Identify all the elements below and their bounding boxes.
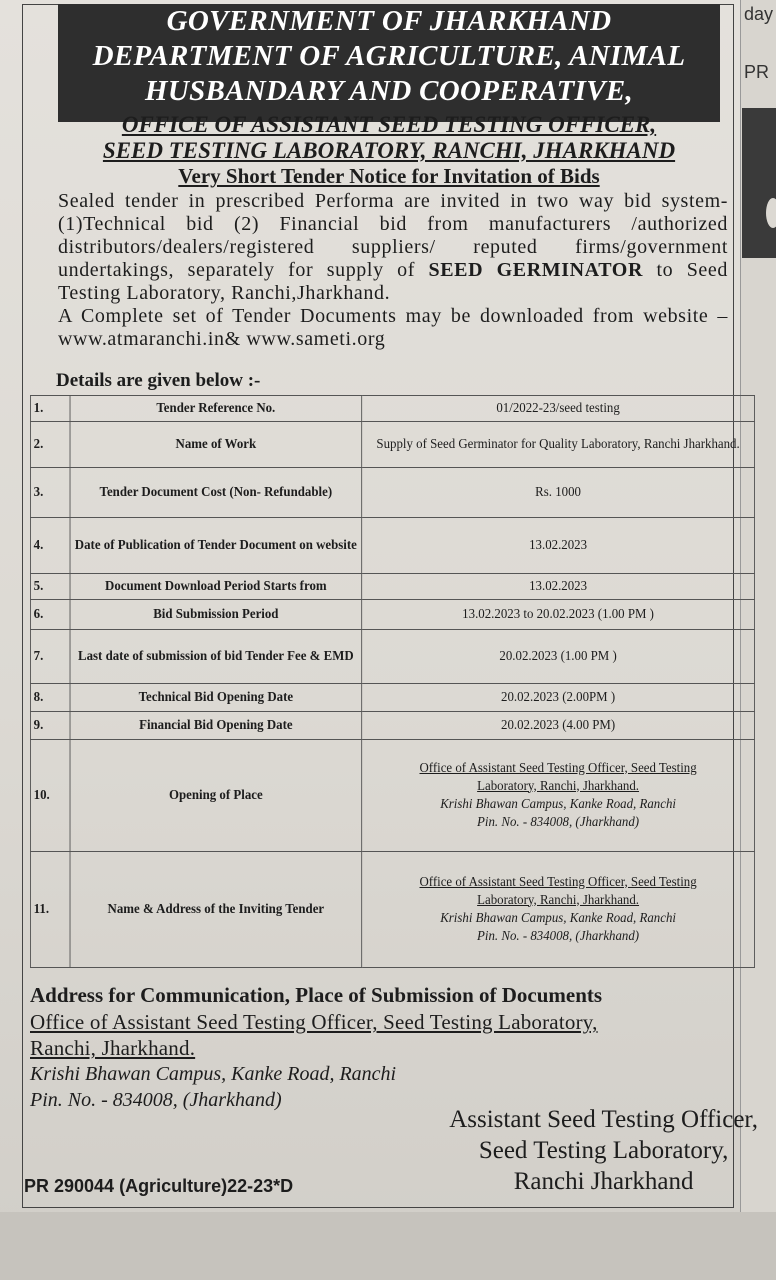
- table-row: [30, 712, 754, 740]
- office-line-1: OFFICE OF ASSISTANT SEED TESTING OFFICER,: [121, 112, 657, 137]
- table-row: [30, 574, 754, 600]
- communication-address-1: Krishi Bhawan Campus, Kanke Road, Ranchi: [30, 1063, 397, 1085]
- row-value: Supply of Seed Germinator for Quality Laboratory, Ranchi Jharkhand.: [362, 422, 755, 468]
- row-number: 7.: [30, 630, 70, 684]
- adjacent-column-image: [742, 108, 776, 258]
- row-number: 8.: [30, 684, 70, 712]
- intro-text-2: to Seed Testing Laboratory, Ranchi,Jharkhand.: [58, 259, 728, 304]
- row-value: Rs. 1000: [362, 468, 755, 518]
- row-value: 13.02.2023: [362, 574, 755, 600]
- row-number: 5.: [30, 574, 70, 600]
- table-row: [30, 630, 754, 684]
- row-label: Tender Document Cost (Non- Refundable): [70, 468, 362, 518]
- table-row: [30, 600, 754, 630]
- row-value: 20.02.2023 (2.00PM ): [362, 684, 755, 712]
- pr-code: PR 290044 (Agriculture)22-23*D: [24, 1176, 294, 1196]
- table-row: [30, 740, 754, 852]
- header-line-1: GOVERNMENT OF JHARKHAND: [166, 5, 612, 37]
- table-row: [30, 468, 754, 518]
- communication-address: [30, 982, 760, 1113]
- opening-place-office-2: Laboratory, Ranchi, Jharkhand.: [477, 778, 640, 794]
- table-row: [30, 422, 754, 468]
- row-label: Document Download Period Starts from: [70, 574, 362, 600]
- row-number: 6.: [30, 600, 70, 630]
- row-label: Bid Submission Period: [70, 600, 362, 630]
- row-number: 10.: [30, 740, 70, 852]
- page-bottom-shadow: [0, 1212, 776, 1280]
- details-label: Details are given below :-: [56, 370, 261, 391]
- inviting-address-1: Krishi Bhawan Campus, Kanke Road, Ranchi: [440, 910, 676, 926]
- row-number: 3.: [30, 468, 70, 518]
- office-line-2: SEED TESTING LABORATORY, RANCHI, JHARKHAND: [102, 138, 676, 163]
- government-header-banner: [58, 4, 720, 122]
- download-info: A Complete set of Tender Documents may be downloaded from website – www.atmaranchi.in& www.sameti.org: [58, 305, 728, 350]
- row-value: 13.02.2023 to 20.02.2023 (1.00 PM ): [362, 600, 755, 630]
- opening-place-address-1: Krishi Bhawan Campus, Kanke Road, Ranchi: [440, 796, 676, 812]
- row-value: 13.02.2023: [362, 518, 755, 574]
- adjacent-column-text-top: day: [744, 4, 774, 24]
- row-value: [362, 740, 755, 852]
- row-number: 9.: [30, 712, 70, 740]
- inviting-office-1: Office of Assistant Seed Testing Officer, Seed Testing: [419, 874, 697, 890]
- row-label: Financial Bid Opening Date: [70, 712, 362, 740]
- table-row: [30, 396, 754, 422]
- inviting-office-2: Laboratory, Ranchi, Jharkhand.: [477, 892, 640, 908]
- row-value: 01/2022-23/seed testing: [362, 396, 755, 422]
- signature-line-1: Assistant Seed Testing Officer,: [449, 1106, 758, 1133]
- adjacent-column-mark: [766, 198, 776, 228]
- signature-line-2: Seed Testing Laboratory,: [478, 1137, 729, 1164]
- row-label: Name of Work: [70, 422, 362, 468]
- row-number: 4.: [30, 518, 70, 574]
- intro-paragraph: [58, 190, 728, 351]
- table-row: [30, 518, 754, 574]
- row-label: Date of Publication of Tender Document on website: [70, 518, 362, 574]
- notice-title: Very Short Tender Notice for Invitation of Bids: [178, 164, 600, 188]
- opening-place-office-1: Office of Assistant Seed Testing Officer, Seed Testing: [419, 760, 697, 776]
- communication-heading: Address for Communication, Place of Submission of Documents: [30, 983, 603, 1007]
- row-value: 20.02.2023 (4.00 PM): [362, 712, 755, 740]
- communication-office-2: Ranchi, Jharkhand.: [30, 1036, 196, 1060]
- inviting-address-2: Pin. No. - 834008, (Jharkhand): [477, 928, 640, 944]
- row-number: 11.: [30, 852, 70, 968]
- header-line-3: HUSBANDARY AND COOPERATIVE,: [144, 75, 634, 107]
- signature-line-3: Ranchi Jharkhand: [513, 1168, 694, 1195]
- row-label: Name & Address of the Inviting Tender: [70, 852, 362, 968]
- row-label: Last date of submission of bid Tender Fee & EMD: [70, 630, 362, 684]
- row-number: 1.: [30, 396, 70, 422]
- opening-place-address-2: Pin. No. - 834008, (Jharkhand): [477, 814, 640, 830]
- table-row: [30, 852, 754, 968]
- intro-text-1: Sealed tender in prescribed Performa are invited in two way bid system- (1)Technical bid (2) Financial bid from manufacturers /authorized distributors/dealers/registered suppliers/ reputed firms/government undertakings, separately for supply of: [58, 190, 728, 281]
- intro-item-bold: SEED GERMINATOR: [428, 259, 643, 281]
- adjacent-column-text-mid: PR: [744, 62, 770, 82]
- row-value: [362, 852, 755, 968]
- office-heading: [56, 112, 722, 164]
- row-label: Opening of Place: [70, 740, 362, 852]
- signature-block: [449, 1104, 758, 1197]
- row-number: 2.: [30, 422, 70, 468]
- row-value: 20.02.2023 (1.00 PM ): [362, 630, 755, 684]
- row-label: Technical Bid Opening Date: [70, 684, 362, 712]
- row-label: Tender Reference No.: [70, 396, 362, 422]
- communication-address-2: Pin. No. - 834008, (Jharkhand): [30, 1089, 282, 1111]
- tender-details-table: [30, 395, 755, 968]
- communication-office-1: Office of Assistant Seed Testing Officer, Seed Testing Laboratory,: [30, 1010, 598, 1034]
- header-line-2: DEPARTMENT OF AGRICULTURE, ANIMAL: [92, 40, 686, 72]
- table-row: [30, 684, 754, 712]
